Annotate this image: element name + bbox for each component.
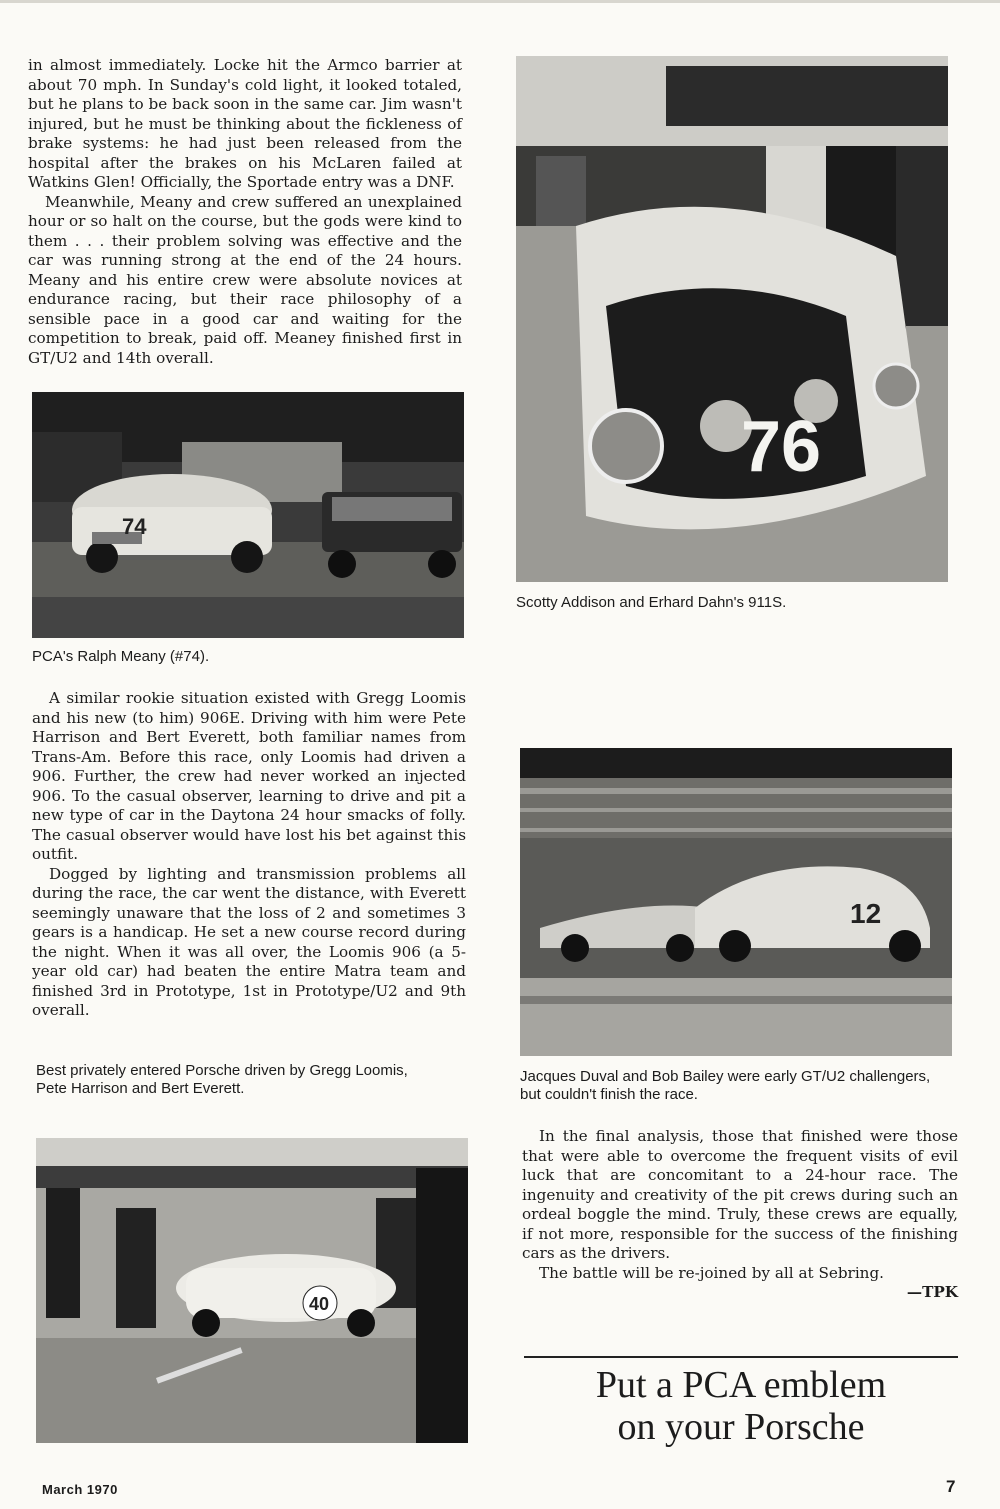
paragraph: in almost immediately. Locke hit the Armco barrier at about 70 mph. In Sunday's cold light, it looked totaled, but he plans to be back soon in the same car. Jim wasn't injured, but he must be thinking about the fickleness of brake systems: he had just been released from the hospital after the brakes on his McLaren failed at Watkins Glen! Officially, the Sportade entry was a DNF. bbox=[28, 56, 462, 191]
car-number-40: 40 bbox=[309, 1294, 330, 1314]
pca-emblem-ad bbox=[524, 1364, 958, 1448]
caption-duval-bailey: Jacques Duval and Bob Bailey were early GT/U2 challengers, but couldn't finish the race. bbox=[520, 1068, 931, 1103]
article-column-1-top bbox=[28, 56, 462, 368]
ad-line-1: Put a PCA emblem bbox=[595, 1364, 887, 1406]
paragraph: In the final analysis, those that finished were those that were able to overcome the frequent visits of evil luck that are concomitant to a 24-hour race. The ingenuity and creativity of the pit crews during such an ordeal boggle the mind. Truly, these crews are equally, if not more, responsible for the success of the finishing cars as the drivers. bbox=[522, 1127, 958, 1262]
paragraph: A similar rookie situation existed with Gregg Loomis and his new (to him) 906E. Driving with him were Pete Harrison and Bert Everett, both familiar names from Trans-Am. Before this race, only Loomis had driven a 906. Further, the crew had never worked an injected 906. To the casual observer, learning to drive and pit a new type of car in the Daytona 24 hour smacks of folly. The casual observer would have lost his bet against this outfit. bbox=[32, 689, 466, 863]
photo-loomis-906 bbox=[36, 1138, 468, 1443]
ad-line-2: on your Porsche bbox=[617, 1406, 865, 1448]
author-signoff: —TPK bbox=[906, 1283, 958, 1301]
car-number-12: 12 bbox=[850, 898, 882, 929]
page-top-edge bbox=[0, 0, 1000, 3]
article-column-1-middle bbox=[32, 689, 466, 1021]
paragraph: Meanwhile, Meany and crew suffered an unexplained hour or so halt on the course, but the gods were kind to them . . . their problem solving was effective and the car was running strong at the end of the 24 hours. Meany and his entire crew were absolute novices at endurance racing, but their race philosophy of a sensible pace in a good car and waiting for the competition to break, paid off. Meaney finished first in GT/U2 and 14th overall. bbox=[28, 192, 462, 367]
paragraph: The battle will be re-joined by all at Sebring. bbox=[539, 1263, 885, 1282]
photo-duval-bailey bbox=[520, 748, 952, 1056]
caption-gregg-loomis: Best privately entered Porsche driven by Gregg Loomis, Pete Harrison and Bert Everett. bbox=[36, 1062, 408, 1097]
car-number-74: 74 bbox=[122, 514, 147, 539]
paragraph: Dogged by lighting and transmission problems all during the race, the car went the distance, with Everett seemingly unaware that the loss of 2 and sometimes 3 gears is a handicap. He set a new course record during the night. When it was all over, the Loomis 906 (a 5-year old car) had beaten the entire Matra team and finished 3rd in Prototype, 1st in Prototype/U2 and 9th overall. bbox=[32, 864, 466, 1019]
caption-ralph-meany: PCA's Ralph Meany (#74). bbox=[32, 648, 210, 665]
page-number: 7 bbox=[946, 1477, 956, 1496]
car-number-76: 76 bbox=[741, 407, 822, 487]
ad-divider bbox=[524, 1356, 958, 1358]
caption-addison-dahn: Scotty Addison and Erhard Dahn's 911S. bbox=[516, 594, 787, 611]
issue-date: March 1970 bbox=[42, 1482, 118, 1497]
article-column-2-bottom bbox=[522, 1127, 958, 1303]
photo-addison-dahn bbox=[516, 56, 948, 582]
photo-ralph-meany bbox=[32, 392, 464, 638]
